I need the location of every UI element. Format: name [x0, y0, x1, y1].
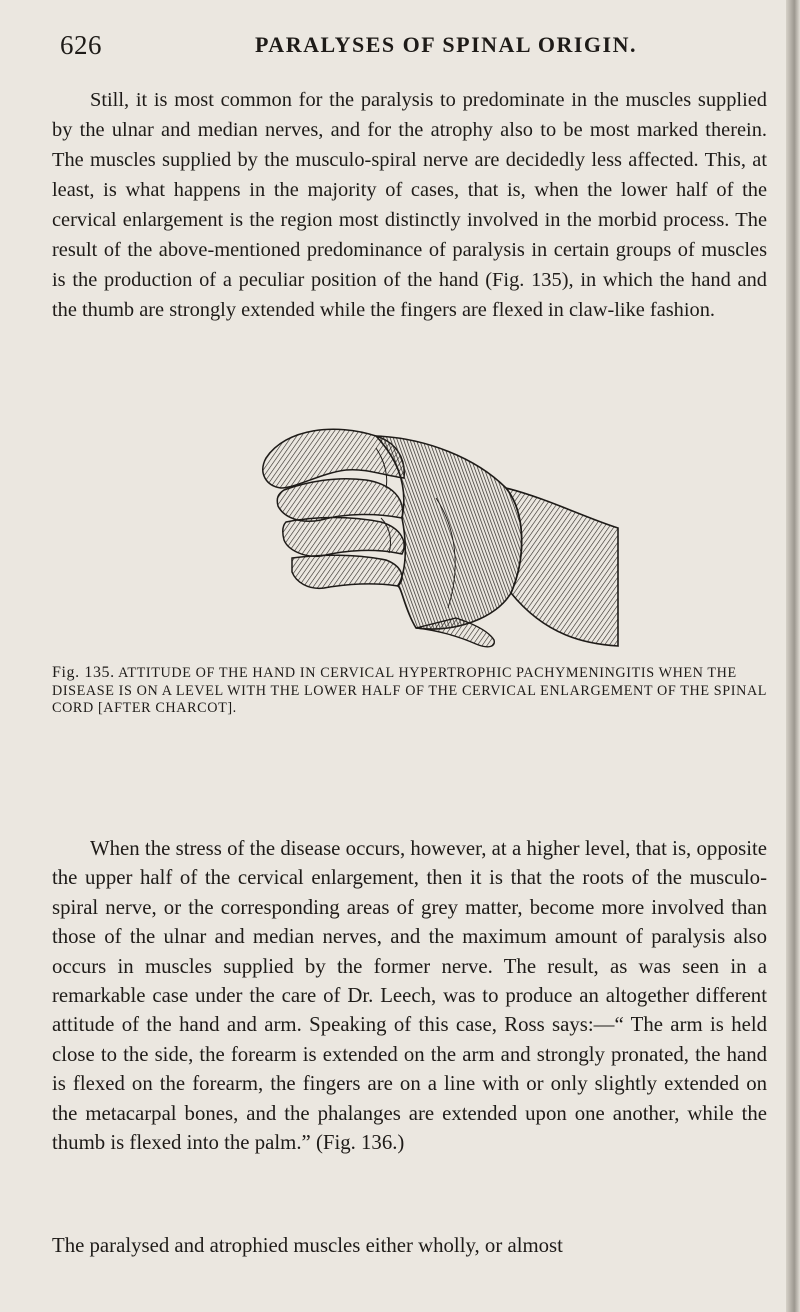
figure-caption: [52, 664, 767, 718]
paragraph-3: The paralysed and atrophied muscles either wholly, or almost: [52, 1234, 563, 1257]
page-number: 626: [60, 30, 102, 60]
page-edge: [786, 0, 800, 1312]
figure-hand-illustration: [226, 418, 621, 650]
paragraph-2: When the stress of the disease occurs, however, at a higher level, that is, opposite the upper half of the cervical enlargement, then it is that the roots of the musculo-spiral nerve, or the corresponding areas of grey matter, become more involved than those of the ulnar and median nerves, and the maximum amount of paralysis also occurs in muscles supplied by the former nerve. The result, as was seen in a remarkable case under the care of Dr. Leech, was to produce an altogether different attitude of the hand and arm. Speaking of this case, Ross says:—“ The arm is held close to the side, the forearm is extended on the arm and strongly pronated, the hand is flexed on the forearm, the fingers are on a line with or only slightly extended on the metacarpal bones, and the phalanges are extended upon one another, while the thumb is flexed into the palm.” (Fig. 136.): [52, 837, 767, 1155]
running-title: PARALYSES OF SPINAL ORIGIN.: [255, 32, 637, 57]
hand-engraving: [226, 418, 621, 650]
page-header: [60, 30, 760, 70]
figure-label: Fig. 135.: [52, 664, 115, 681]
paragraph-1: Still, it is most common for the paralysis to predominate in the muscles supplied by the ulnar and median nerves, and for the atrophy also to be most marked therein. The muscles supplied by the musculo-spiral nerve are decidedly less affected. This, at least, is what happens in the majority of cases, that is, when the lower half of the cervical enlargement is the region most distinctly involved in the morbid process. The result of the above-mentioned predominance of paralysis in certain groups of muscles is the production of a peculiar position of the hand (Fig. 135), in which the hand and the thumb are strongly extended while the fingers are flexed in claw-like fashion.: [52, 89, 767, 321]
figure-caption-text: ATTITUDE OF THE HAND IN CERVICAL HYPERTROPHIC PACHYMENINGITIS WHEN THE DISEASE IS ON A LEVEL WITH THE LOWER HALF OF THE CERVICAL ENLARGEMENT OF THE SPINAL CORD [AFTER CHARCOT].: [52, 665, 767, 716]
